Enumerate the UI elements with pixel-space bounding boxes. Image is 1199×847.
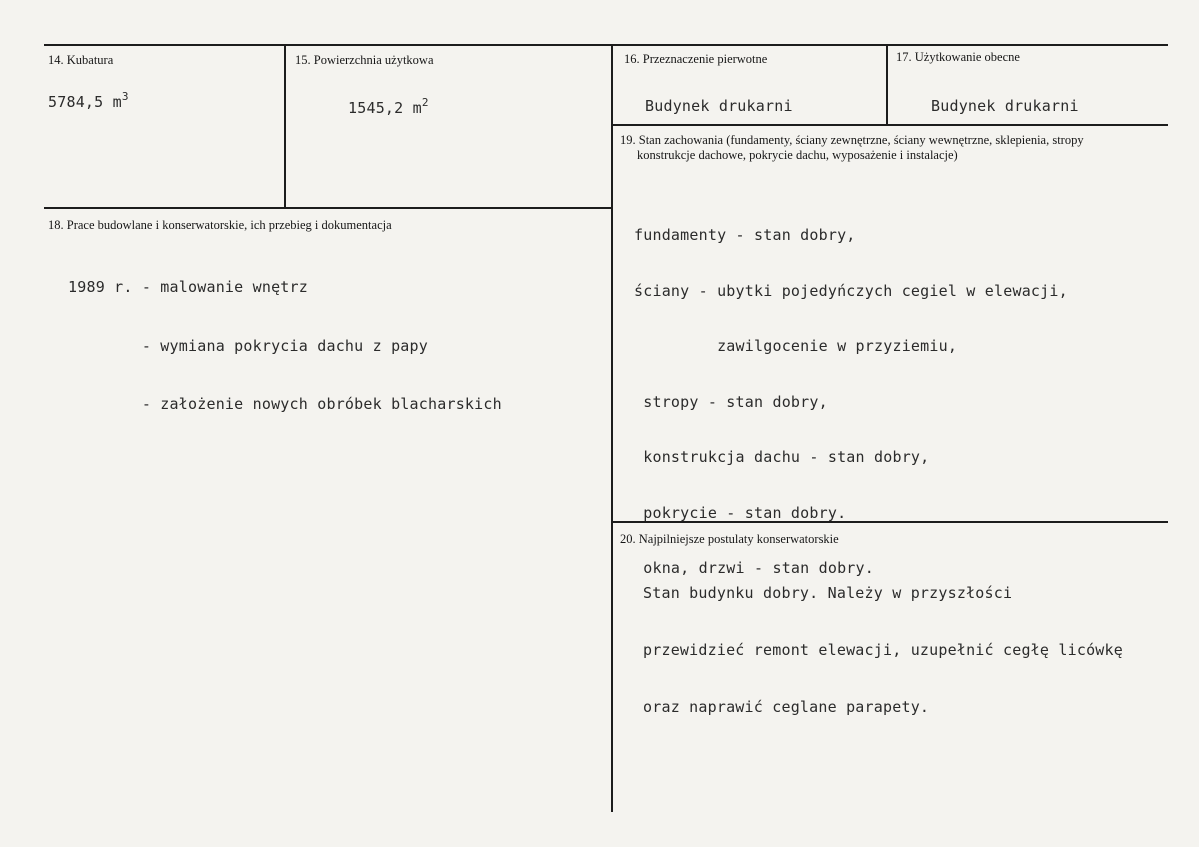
field-15-value — [348, 96, 429, 117]
field-18-line: - wymiana pokrycia dachu z papy — [68, 336, 428, 355]
field-18-text — [68, 239, 502, 454]
row1-bottom-rule-left — [44, 207, 612, 209]
field-19-line: okna, drzwi - stan dobry. — [634, 559, 874, 577]
field-20-line: przewidzieć remont elewacji, uzupełnić cegłę licówkę — [643, 641, 1123, 659]
field-14-unit-exponent: 3 — [121, 90, 129, 103]
field-19-line: pokrycie - stan dobry. — [634, 503, 847, 522]
field-19-line: ściany - ubytki pojedyńczych cegiel w elewacji, — [634, 281, 1068, 300]
field-15-label: 15. Powierzchnia użytkowa — [295, 53, 434, 67]
row1-bottom-rule-right — [611, 124, 1168, 126]
field-19-line: zawilgocenie w przyziemiu, — [634, 337, 958, 355]
divider-14-15 — [284, 44, 286, 208]
field-20-text — [643, 546, 1123, 755]
field-19-label-line-2: konstrukcje dachowe, pokrycie dachu, wyposażenie i instalacje) — [637, 148, 958, 162]
field-17-value: Budynek drukarni — [931, 97, 1079, 115]
field-14-value — [48, 90, 129, 111]
field-20-line: Stan budynku dobry. Należy w przyszłości — [643, 584, 1013, 602]
field-20-line: oraz naprawić ceglane parapety. — [643, 698, 930, 716]
center-divider — [611, 44, 613, 812]
divider-16-17 — [886, 44, 888, 125]
field-15-number: 1545,2 m — [348, 99, 422, 117]
field-14-number: 5784,5 m — [48, 93, 122, 111]
field-19-label-line-1: 19. Stan zachowania (fundamenty, ściany zewnętrzne, ściany wewnętrzne, sklepienia, stropy — [620, 133, 1084, 147]
top-rule — [44, 44, 1168, 46]
field-18-line: - założenie nowych obróbek blacharskich — [68, 395, 502, 413]
field-19-line: stropy - stan dobry, — [634, 392, 828, 411]
field-15-unit-exponent: 2 — [421, 96, 429, 109]
field-18-line: 1989 r. - malowanie wnętrz — [68, 278, 308, 296]
field-19-line: konstrukcja dachu - stan dobry, — [634, 448, 930, 466]
field-16-label: 16. Przeznaczenie pierwotne — [624, 52, 768, 66]
field-19-line: fundamenty - stan dobry, — [634, 226, 856, 244]
field-14-label: 14. Kubatura — [48, 53, 114, 67]
field-18-label: 18. Prace budowlane i konserwatorskie, ich przebieg i dokumentacja — [48, 218, 392, 232]
field-20-label: 20. Najpilniejsze postulaty konserwatorskie — [620, 532, 839, 546]
field-17-label: 17. Użytkowanie obecne — [896, 50, 1020, 64]
field-16-value: Budynek drukarni — [645, 97, 793, 115]
